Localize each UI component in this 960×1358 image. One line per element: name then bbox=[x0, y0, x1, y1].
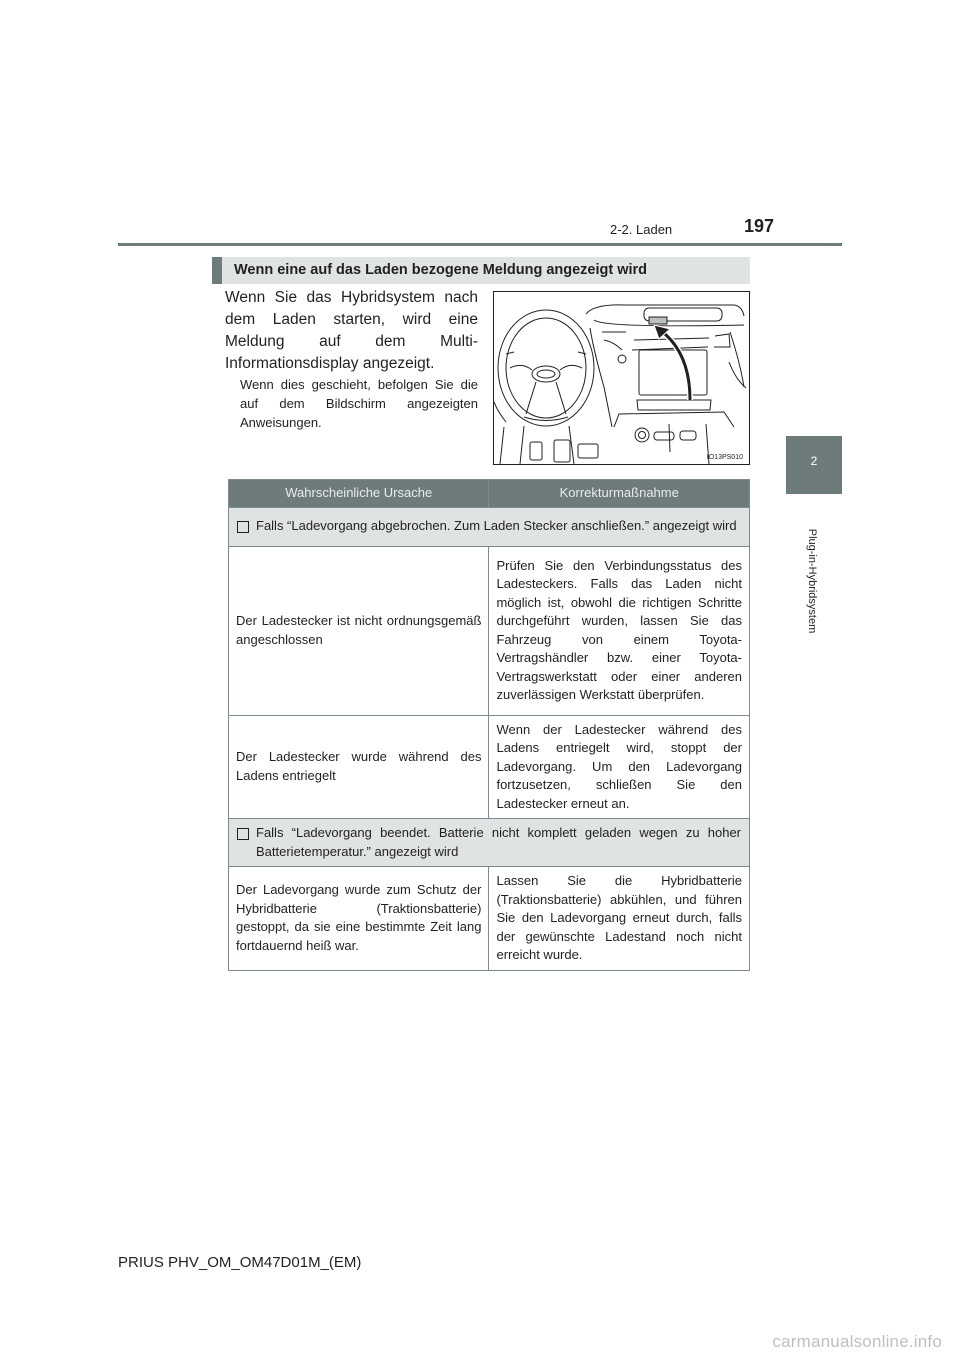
section-heading-text: Wenn eine auf das Laden bezogene Meldung angezeigt wird bbox=[234, 262, 648, 278]
dashboard-illustration bbox=[493, 291, 750, 465]
column-header-action: Korrekturmaßnahme bbox=[489, 480, 750, 508]
action-cell: Lassen Sie die Hybridbatterie (Traktionsbatterie) abkühlen, und führen Sie den Ladevorgang erneut durch, falls der gewünschte Ladestand noch nicht erreicht wurde. bbox=[489, 867, 750, 971]
header-section-title: 2-2. Laden bbox=[610, 222, 673, 237]
table-header-row bbox=[229, 480, 750, 508]
chapter-tab-number: 2 bbox=[810, 454, 818, 468]
table-row bbox=[229, 715, 750, 819]
figure-label: IO13PS010 bbox=[706, 454, 743, 461]
page-number: 197 bbox=[744, 216, 775, 236]
column-header-cause: Wahrscheinliche Ursache bbox=[229, 480, 489, 508]
condition-text: Falls “Ladevorgang abgebrochen. Zum Laden Stecker anschließen.” angezeigt wird bbox=[256, 518, 737, 534]
table-row bbox=[229, 867, 750, 971]
intro-paragraph: Wenn Sie das Hybridsystem nach dem Laden starten, wird eine Meldung auf dem Multi-Informationsdisplay angezeigt. bbox=[225, 289, 478, 372]
section-heading bbox=[212, 257, 750, 284]
condition-row bbox=[229, 819, 750, 867]
troubleshooting-table bbox=[228, 479, 750, 971]
action-cell: Wenn der Ladestecker während des Ladens entriegelt wird, stoppt der Ladevorgang. Um den Ladevorgang fortzusetzen, schließen Sie den Ladestecker erneut an. bbox=[489, 715, 750, 819]
condition-row bbox=[229, 507, 750, 546]
checkbox-icon bbox=[237, 521, 249, 533]
cause-cell: Der Ladestecker wurde während des Ladens entriegelt bbox=[229, 715, 489, 819]
header-rule bbox=[118, 243, 842, 246]
cause-cell: Der Ladestecker ist nicht ordnungsgemäß angeschlossen bbox=[229, 546, 489, 715]
dashboard-drawing bbox=[494, 292, 749, 464]
chapter-tab-label: Plug-in-Hybridsystem bbox=[806, 528, 818, 634]
checkbox-icon bbox=[237, 828, 249, 840]
watermark: carmanualsonline.info bbox=[772, 1332, 942, 1351]
table-row bbox=[229, 546, 750, 715]
cause-cell: Der Ladevorgang wurde zum Schutz der Hybridbatterie (Traktionsbatterie) gestoppt, da sie eine bestimmte Zeit lang fortdauernd heiß war. bbox=[229, 867, 489, 971]
instruction-paragraph: Wenn dies geschieht, befolgen Sie die auf dem Bildschirm angezeigten Anweisungen. bbox=[240, 377, 478, 430]
footer-doc-id: PRIUS PHV_OM_OM47D01M_(EM) bbox=[118, 1254, 362, 1271]
condition-text: Falls “Ladevorgang beendet. Batterie nicht komplett geladen wegen zu hoher Batterietemperatur.” angezeigt wird bbox=[256, 825, 741, 859]
action-cell: Prüfen Sie den Verbindungsstatus des Ladesteckers. Falls das Laden nicht möglich ist, obwohl die richtigen Schritte durchgeführt wurden, lassen Sie das Fahrzeug von einem Toyota-Vertragshändler bzw. einer Toyota-Vertragswerkstatt oder einer anderen zuverlässigen Werkstatt überprüfen. bbox=[489, 546, 750, 715]
